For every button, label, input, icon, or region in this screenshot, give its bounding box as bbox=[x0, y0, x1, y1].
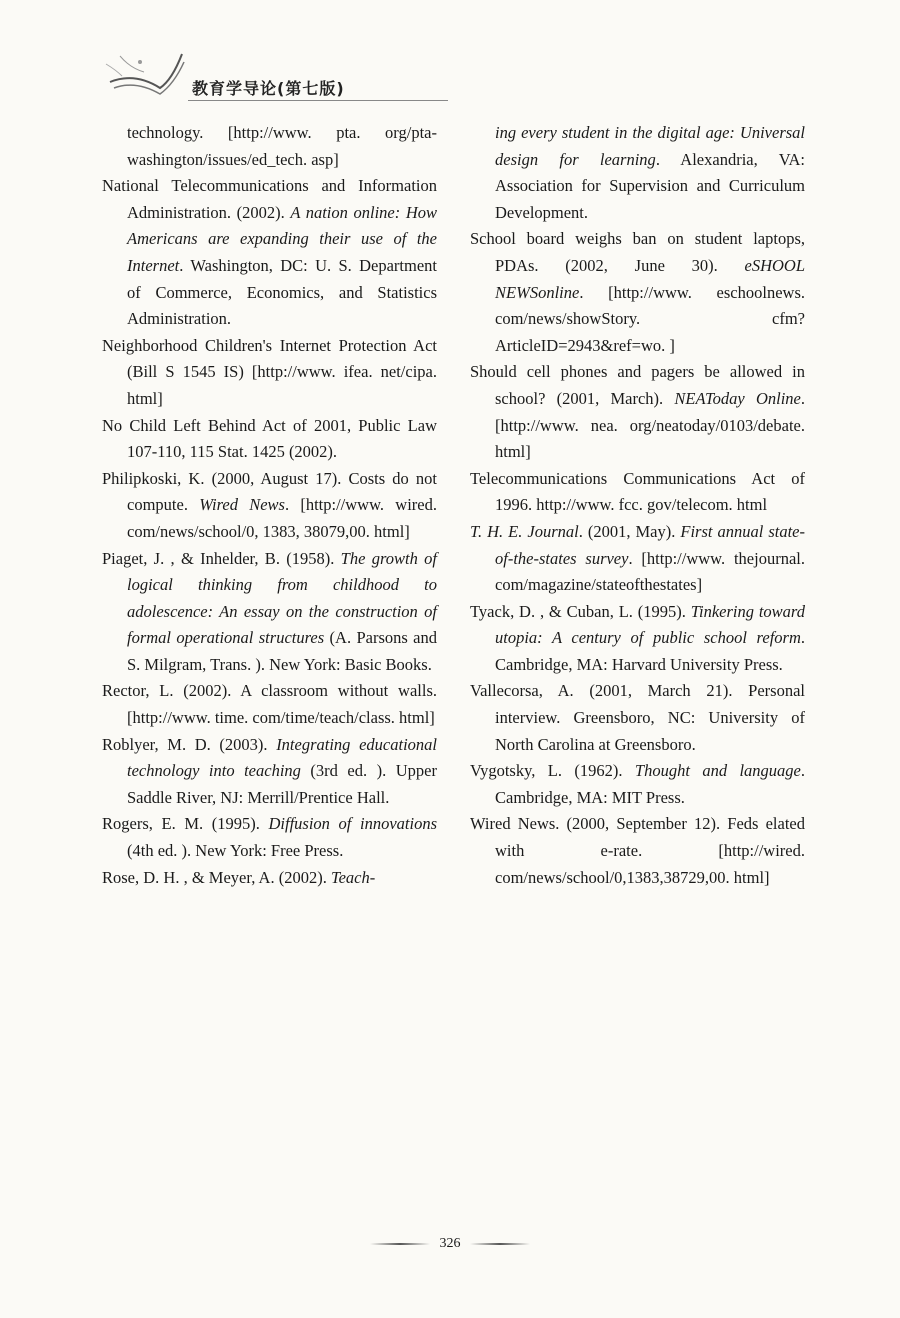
page-footer bbox=[0, 1236, 900, 1252]
reference-italic-title: Tinkering toward utopia: A century of public school reform bbox=[495, 601, 805, 648]
reference-text: . [http://www. thejournal. com/magazine/stateofthestates] bbox=[495, 548, 805, 595]
right-reference-column bbox=[470, 120, 805, 891]
reference-italic-title: Wired News bbox=[199, 495, 285, 515]
reference-entry bbox=[470, 599, 805, 679]
reference-entry bbox=[102, 466, 437, 546]
reference-text: . [http://www. nea. org/neatoday/0103/debate. html] bbox=[495, 388, 805, 462]
footer-left-ornament bbox=[370, 1243, 430, 1245]
reference-entry bbox=[102, 333, 437, 413]
reference-text: (4th ed. ). New York: Free Press. bbox=[127, 841, 344, 861]
reference-entry bbox=[102, 413, 437, 466]
reference-text: . (2001, May). bbox=[578, 521, 681, 541]
reference-text: Philipkoski, K. (2000, August 17). Costs do not compute. bbox=[102, 468, 437, 515]
reference-entry bbox=[470, 678, 805, 758]
reference-text: . Cambridge, MA: Harvard University Press. bbox=[495, 628, 805, 674]
reference-text: Roblyer, M. D. (2003). bbox=[102, 734, 277, 754]
header-rule bbox=[188, 100, 448, 101]
reference-text: Piaget, J. , & Inhelder, B. (1958). bbox=[102, 548, 341, 568]
reference-italic-title: T. H. E. Journal bbox=[470, 521, 579, 541]
reference-italic-title: ing every student in the digital age: Universal design for learning bbox=[495, 123, 805, 169]
reference-entry bbox=[470, 519, 805, 599]
footer-right-ornament bbox=[470, 1243, 530, 1245]
reference-text: technology. [http://www. pta. org/pta-washington/issues/ed_tech. asp] bbox=[127, 123, 437, 169]
reference-text: No Child Left Behind Act of 2001, Public Law 107-110, 115 Stat. 1425 (2002). bbox=[102, 415, 437, 462]
reference-text: Vallecorsa, A. (2001, March 21). Personal interview. Greensboro, NC: University of North Carolina at Greensboro. bbox=[470, 681, 805, 754]
reference-entry bbox=[102, 811, 437, 864]
reference-text: (A. Parsons and S. Milgram, Trans. ). New York: Basic Books. bbox=[127, 628, 437, 674]
reference-italic-title: The growth of logical thinking from childhood to adolescence: An essay on the construction of formal operational structures bbox=[127, 548, 437, 648]
page-number: 326 bbox=[439, 1236, 461, 1251]
reference-italic-title: Integrating educational technology into teaching bbox=[127, 734, 437, 781]
reference-text: (3rd ed. ). Upper Saddle River, NJ: Merrill/Prentice Hall. bbox=[127, 761, 437, 807]
reference-italic-title: A nation online: How Americans are expanding their use of the Internet bbox=[127, 202, 437, 275]
reference-entry bbox=[102, 173, 437, 333]
reference-text: . [http://www. eschoolnews. com/news/showStory. cfm? ArticleID=2943&ref=wo. ] bbox=[495, 282, 805, 355]
left-reference-column bbox=[102, 120, 437, 891]
reference-text: . Washington, DC: U. S. Department of Commerce, Economics, and Statistics Administration. bbox=[127, 255, 437, 329]
reference-entry bbox=[470, 226, 805, 359]
reference-italic-title: Diffusion of innovations bbox=[268, 814, 437, 834]
reference-text: . Alexandria, VA: Association for Supervision and Curriculum Development. bbox=[495, 149, 805, 222]
reference-italic-title: NEAToday Online bbox=[674, 388, 801, 408]
reference-text: Rose, D. H. , & Meyer, A. (2002). bbox=[102, 867, 331, 887]
reference-text: Tyack, D. , & Cuban, L. (1995). bbox=[470, 601, 691, 621]
reference-text: Wired News. (2000, September 12). Feds elated with e-rate. [http://wired. com/news/school/0,1383,38729,00. html] bbox=[470, 814, 805, 887]
reference-entry bbox=[102, 120, 437, 173]
reference-italic-title: eSHOOL NEWSonline bbox=[495, 255, 805, 302]
running-header bbox=[100, 42, 420, 104]
reference-entry bbox=[102, 865, 437, 892]
reference-italic-title: Teach- bbox=[330, 867, 376, 887]
reference-text: Rogers, E. M. (1995). bbox=[102, 814, 269, 834]
reference-text: School board weighs ban on student laptops, PDAs. (2002, June 30). bbox=[470, 229, 805, 275]
reference-text: Neighborhood Children's Internet Protection Act (Bill S 1545 IS) [http://www. ifea. net/cipa. html] bbox=[102, 335, 437, 408]
reference-entry bbox=[102, 546, 437, 679]
reference-entry bbox=[102, 732, 437, 812]
reference-italic-title: First annual state-of-the-states survey bbox=[495, 521, 805, 568]
reference-entry bbox=[470, 120, 805, 226]
reference-text: Should cell phones and pagers be allowed in school? (2001, March). bbox=[470, 362, 805, 408]
running-header-title: 教育学导论(第七版) bbox=[192, 79, 345, 98]
reference-entry bbox=[470, 758, 805, 811]
reference-text: Telecommunications Communications Act of 1996. http://www. fcc. gov/telecom. html bbox=[470, 468, 805, 515]
reference-text: . [http://www. wired. com/news/school/0, 1383, 38079,00. html] bbox=[127, 495, 437, 541]
reference-text: . Cambridge, MA: MIT Press. bbox=[495, 761, 805, 807]
reference-text: Rector, L. (2002). A classroom without walls. [http://www. time. com/time/teach/class. html] bbox=[102, 681, 437, 728]
reference-entry bbox=[102, 678, 437, 731]
reference-text: National Telecommunications and Information Administration. (2002). bbox=[102, 176, 437, 222]
reference-entry bbox=[470, 466, 805, 519]
reference-entry bbox=[470, 811, 805, 891]
reference-entry bbox=[470, 359, 805, 465]
open-book-ornament-icon bbox=[100, 42, 190, 102]
reference-italic-title: Thought and language bbox=[634, 761, 801, 781]
reference-text: Vygotsky, L. (1962). bbox=[470, 761, 635, 781]
